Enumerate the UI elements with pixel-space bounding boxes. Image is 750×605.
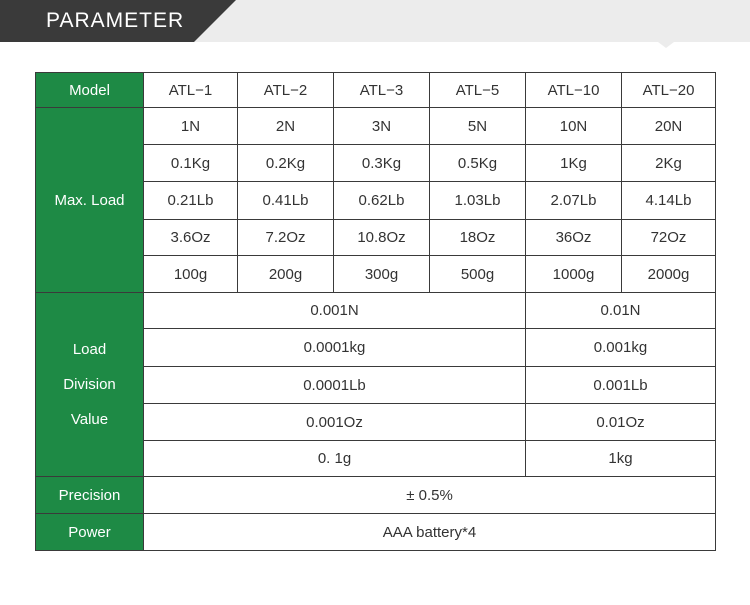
table-cell: 20N: [622, 108, 716, 145]
table-cell: 0. 1g: [144, 441, 526, 477]
table-cell: 0.62Lb: [334, 182, 430, 220]
table-cell: 0.0001kg: [144, 329, 526, 367]
table-cell: 300g: [334, 256, 430, 293]
table-cell: 0.5Kg: [430, 145, 526, 182]
table-cell: 5N: [430, 108, 526, 145]
table-cell: 0.01Oz: [526, 404, 716, 441]
table-cell: 1.03Lb: [430, 182, 526, 220]
table-cell: 0.001Oz: [144, 404, 526, 441]
table-cell: 0.01N: [526, 293, 716, 329]
model-cell: ATL−20: [622, 73, 716, 108]
precision-value: ± 0.5%: [144, 477, 716, 514]
model-cell: ATL−1: [144, 73, 238, 108]
load-division-label-line: Load: [72, 341, 107, 358]
table-cell: 1N: [144, 108, 238, 145]
table-cell: 18Oz: [430, 220, 526, 256]
model-cell: ATL−5: [430, 73, 526, 108]
table-row-model: [36, 73, 716, 108]
table-cell: 2000g: [622, 256, 716, 293]
table-cell: 0.21Lb: [144, 182, 238, 220]
model-cell: ATL−3: [334, 73, 430, 108]
table-cell: 10N: [526, 108, 622, 145]
table-cell: 0.0001Lb: [144, 367, 526, 404]
table-cell: 10.8Oz: [334, 220, 430, 256]
model-label: Model: [36, 73, 144, 108]
table-cell: 0.001kg: [526, 329, 716, 367]
table-cell: 0.001N: [144, 293, 526, 329]
table-cell: 2N: [238, 108, 334, 145]
table-cell: 500g: [430, 256, 526, 293]
parameter-table: [35, 72, 716, 551]
table-cell: 72Oz: [622, 220, 716, 256]
table-cell: 0.41Lb: [238, 182, 334, 220]
table-cell: 100g: [144, 256, 238, 293]
max-load-label: Max. Load: [36, 108, 144, 293]
table-row-precision: [36, 477, 716, 514]
power-label: Power: [36, 514, 144, 551]
table-row-power: [36, 514, 716, 551]
table-cell: 4.14Lb: [622, 182, 716, 220]
table-cell: 2Kg: [622, 145, 716, 182]
load-division-label: [36, 293, 144, 477]
table-cell: 1000g: [526, 256, 622, 293]
table-cell: 1kg: [526, 441, 716, 477]
table-cell: 0.1Kg: [144, 145, 238, 182]
model-cell: ATL−2: [238, 73, 334, 108]
load-division-label-line: Value: [70, 411, 109, 428]
table-cell: 2.07Lb: [526, 182, 622, 220]
table-cell: 0.001Lb: [526, 367, 716, 404]
table-cell: 3.6Oz: [144, 220, 238, 256]
precision-label: Precision: [36, 477, 144, 514]
header-banner: [0, 0, 750, 42]
power-value: AAA battery*4: [144, 514, 716, 551]
table-cell: 200g: [238, 256, 334, 293]
table-row: [36, 108, 716, 145]
table-cell: 0.3Kg: [334, 145, 430, 182]
table-cell: 36Oz: [526, 220, 622, 256]
banner-notch: [658, 42, 674, 48]
model-cell: ATL−10: [526, 73, 622, 108]
page-title: PARAMETER: [46, 9, 185, 32]
table-cell: 0.2Kg: [238, 145, 334, 182]
load-division-label-line: Division: [63, 376, 116, 393]
table-cell: 7.2Oz: [238, 220, 334, 256]
table-cell: 3N: [334, 108, 430, 145]
table-row: [36, 293, 716, 329]
table-cell: 1Kg: [526, 145, 622, 182]
